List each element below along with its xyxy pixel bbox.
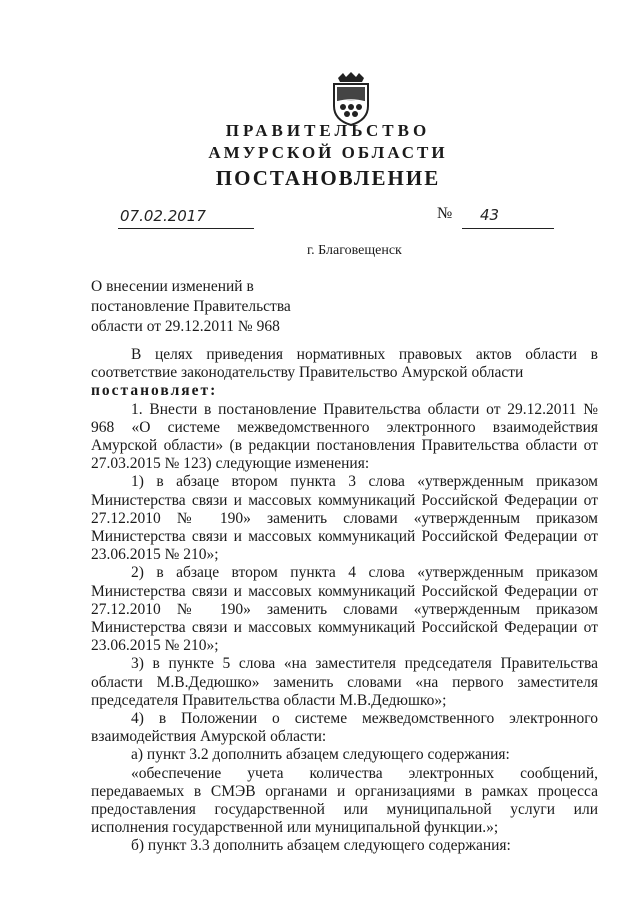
coat-of-arms-icon [329,72,373,126]
document-subject [91,277,291,337]
header-region: АМУРСКОЙ ОБЛАСТИ [208,143,448,162]
document-body [91,346,598,856]
document-date: 07.02.2017 [120,207,206,225]
decree-word: постановляет: [91,382,218,400]
body-paragraph: 3) в пункте 5 слова «на заместителя председателя Правительства области М.В.Дедюшко» заменить словами «на первого заместителя председателя Правительства области М.В.Дедюшко»; [91,655,598,709]
document-number: 43 [480,206,500,224]
city-line: г. Благовещенск [307,243,402,258]
body-paragraph: 1. Внести в постановление Правительства области от 29.12.2011 № 968 «О системе межведомственного электронного взаимодействия Амурской области» (в редакции постановления Правительства области от 27.03.2015 № 123) следующие изменения: [91,400,598,473]
body-paragraph: б) пункт 3.3 дополнить абзацем следующего содержания: [131,837,511,855]
body-paragraph: «обеспечение учета количества электронных сообщений, передаваемых в СМЭВ органами и организациями в рамках процесса предоставления государственной или муниципальной услуги или исполнения государственной или муниципальной функции.»; [91,764,598,837]
document-type-title: ПОСТАНОВЛЕНИЕ [215,166,441,190]
body-paragraph: 1) в абзаце втором пункта 3 слова «утвержденным приказом Министерства связи и массовых коммуникаций Российской Федерации от 27.12.2010 № 190» заменить словами «утвержденным приказом Министерства связи и массовых коммуникаций Российской Федерации от 23.06.2015 № 210»; [91,473,598,564]
subject-line: О внесении изменений в [91,278,254,295]
number-field [462,204,554,229]
date-field [118,204,254,229]
header-government: ПРАВИТЕЛЬСТВО [225,121,431,140]
subject-line: постановление Правительства [91,298,291,315]
subject-line: области от 29.12.2011 № 968 [91,318,280,335]
body-paragraph: 4) в Положении о системе межведомственного электронного взаимодействия Амурской области: [91,710,598,746]
number-sign: № [437,205,453,222]
intro-paragraph: В целях приведения нормативных правовых актов области в соответствие законодательству Правительство Амурской области [91,346,598,382]
body-paragraph: а) пункт 3.2 дополнить абзацем следующего содержания: [131,746,510,764]
body-paragraph: 2) в абзаце втором пункта 4 слова «утвержденным приказом Министерства связи и массовых коммуникаций Российской Федерации от 27.12.2010 № 190» заменить словами «утвержденным приказом Министерства связи и массовых коммуникаций Российской Федерации от 23.06.2015 № 210»; [91,564,598,655]
